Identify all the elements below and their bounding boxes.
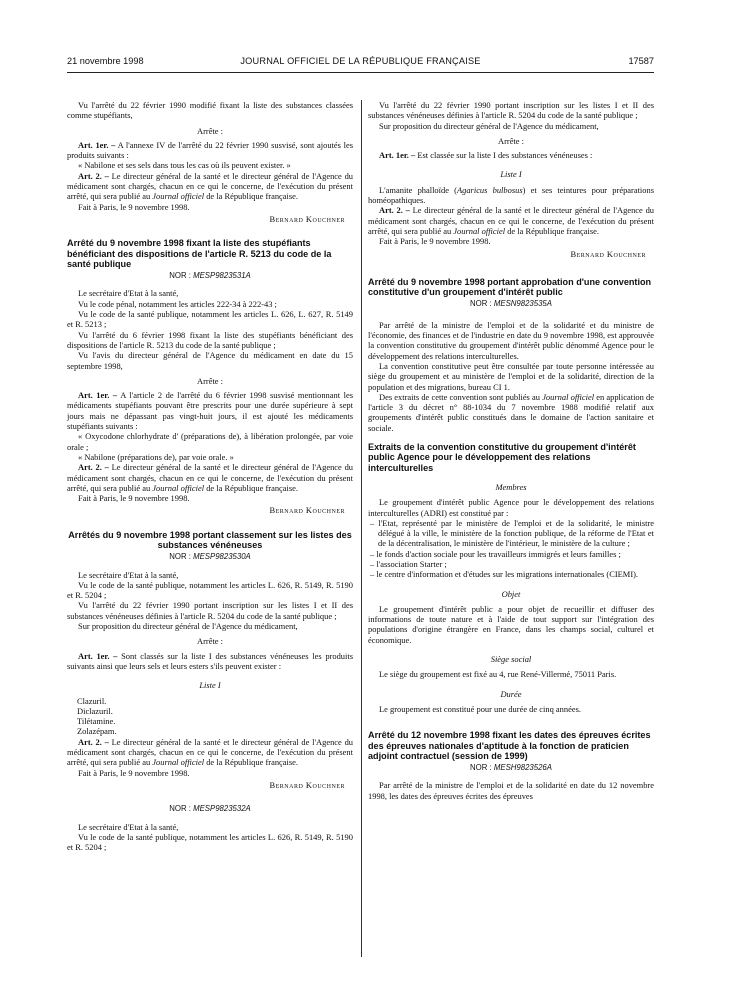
paragraph: Le groupement d'intérêt public Agence pour le développement des relations interculturelles (ADRI) est constitué par : [368,497,654,518]
paragraph: Le groupement est constitué pour une durée de cinq années. [379,703,581,714]
section-title: Arrêté du 9 novembre 1998 portant approbation d'une convention constitutive d'un groupement d'intérêt public [368,276,652,298]
section-title: Extraits de la convention constitutive du groupement d'intérêt public Agence pour le développement des relations interculturelles [368,442,636,473]
paragraph: La convention constitutive peut être consultée par toute personne intéressée au siège du groupement et au ministère de l'emploi et de la solidarité, direction de la population et des migrations, bureau CI 1. [368,360,654,392]
subsection-title: Durée [500,688,522,699]
paragraph: Le groupement d'intérêt public a pour objet de recueillir et diffuser des informations de toute nature et à l'aide de tout support sur l'intégration des populations d'origine étrangère en France, dans les champs social, culturel et économique. [368,603,654,645]
fait-line: Fait à Paris, le 9 novembre 1998. [78,201,190,212]
list-item: – l'association Starter ; [370,558,447,569]
fait-line: Fait à Paris, le 9 novembre 1998. [379,236,491,247]
article-item: « Nabilone (préparations de), par voie orale. » [78,451,234,462]
fait-line: Fait à Paris, le 9 novembre 1998. [78,493,190,504]
paragraph: Vu le code de la santé publique, notamment les articles L. 626, R. 5149, R. 5190 et R. 5204 ; [67,831,353,853]
article-1: Art. 1er. – Sont classés sur la liste I des substances vénéneuses les produits suivants ainsi que leurs sels et leurs esters s'ils peuvent exister : [67,650,353,671]
signature: Bernard Kouchner [269,213,345,224]
paragraph: Vu l'arrêté du 6 février 1998 fixant la liste des stupéfiants bénéficiant des dispositions de l'article R. 5213 du code de la santé publique ; [67,329,353,350]
paragraph: Par arrêté de la ministre de l'emploi et de la solidarité et du ministre de l'économie, des finances et de l'industrie en date du 9 novembre 1998, est approuvée la convention constitutive du groupement d'intérêt public dénommé Agence pour le développement des relations interculturelles. [368,319,654,361]
paragraph: Vu l'arrêté du 22 février 1990 portant inscription sur les listes I et II des substances vénéneuses définies à l'article R. 5204 du code de la santé publique ; [368,100,654,121]
list-item: Zolazépam. [77,726,117,737]
article-2: Art. 2. – Le directeur général de la santé et le directeur général de l'Agence du médicament sont chargés, chacun en ce qui le concerne, de l'exécution du présent arrêté, qui sera publié au Journal officiel de la République française. [67,170,354,202]
paragraph: Le secrétaire d'Etat à la santé, [78,569,179,580]
header-rule [67,72,654,73]
list-item: Diclazuril. [77,705,113,716]
paragraph: Sur proposition du directeur général de l'Agence du médicament, [379,120,599,131]
article-2: Art. 2. – Le directeur général de la santé et le directeur général de l'Agence du médicament sont chargés, chacun en ce qui le concerne, de l'exécution du présent arrêté, qui sera publié au Journal officiel de la République française. [67,462,354,493]
arrete-label: Arrête : [196,375,223,386]
paragraph: Le secrétaire d'Etat à la santé, [78,821,179,832]
right-column [368,100,654,801]
nor-reference: NOR : MESP9823532A [169,804,251,814]
list-title: Liste I [500,169,522,180]
nor-reference: NOR : MESP9823530A [169,552,251,562]
signature: Bernard Kouchner [269,779,345,790]
article-1: Art. 1er. – Est classée sur la liste I des substances vénéneuses : [379,150,593,161]
paragraph: Vu le code pénal, notamment les articles 222-34 à 222-43 ; [78,298,277,309]
article-2: Art. 2. – Le directeur général de la santé et le directeur général de l'Agence du médicament sont chargés, chacun en ce qui le concerne, de l'exécution du présent arrêté, qui sera publié au Journal officiel de la République française. [368,205,655,236]
article-item: « Oxycodone chlorhydrate d' (préparations de), à libération prolongée, par voie orale ; [67,431,353,452]
article-1: Art. 1er. – A l'annexe IV de l'arrêté du 22 février 1990 susvisé, sont ajoutés les produits suivants : [67,139,353,161]
list-item: L'amanite phalloïde (Agaricus bulbosus) et ses teintures pour préparations homéopathiques. [368,184,655,206]
nor-reference: NOR : MESP9823531A [169,271,251,281]
article-item: « Nabilone et ses sels dans tous les cas où ils peuvent exister. » [78,160,291,171]
paragraph: Vu l'arrêté du 22 février 1990 portant inscription sur les listes I et II des substances vénéneuses définies à l'article R. 5204 du code de la santé publique ; [67,600,353,621]
arrete-label: Arrête : [196,636,223,647]
list-item: – le fonds d'action sociale pour les travailleurs immigrés et leurs familles ; [370,548,621,559]
signature: Bernard Kouchner [269,505,345,516]
list-item: Clazuril. [77,695,107,706]
nor-reference: NOR : MESH9823526A [470,763,552,773]
paragraph: Le secrétaire d'Etat à la santé, [78,288,179,299]
paragraph: Des extraits de cette convention sont publiés au Journal officiel en application de l'article 3 du décret n° 88-1034 du 7 novembre 1988 modifié relatif aux groupements d'intérêt public constitués dans le domaine de l'action sanitaire et sociale. [368,391,655,433]
list-item: – l'Etat, représenté par le ministère de l'emploi et de la solidarité, le ministre délégué à la ville, le ministère de la fonction publique, de la réforme de l'Etat et de la décentralisation, le ministère de l'intérieur, le ministère de la culture ; [370,517,654,549]
subsection-title: Membres [495,481,527,492]
column-divider [361,100,362,957]
page-header [67,56,654,72]
nor-reference: NOR : MESN9823535A [470,299,552,309]
arrete-label: Arrête : [196,125,223,136]
paragraph: Vu le code de la santé publique, notamment les articles L. 626, L. 627, R. 5149 et R. 5213 ; [67,309,353,330]
paragraph: Sur proposition du directeur général de l'Agence du médicament, [78,621,298,632]
signature: Bernard Kouchner [570,248,646,259]
paragraph: Vu l'arrêté du 22 février 1990 modifié fixant la liste des substances classées comme stupéfiants, [67,100,353,121]
fait-line: Fait à Paris, le 9 novembre 1998. [78,767,190,778]
header-page-number: 17587 [628,56,654,66]
article-1: Art. 1er. – A l'article 2 de l'arrêté du 6 février 1998 susvisé mentionnant les médicaments stupéfiants pouvant être prescrits pour une durée supérieure à sept jours mais ne dépassant pas vingt-huit jours, il est ajouté les médicaments stupéfiants suivants : [67,390,353,432]
article-2: Art. 2. – Le directeur général de la santé et le directeur général de l'Agence du médicament sont chargés, chacun en ce qui le concerne, de l'exécution du présent arrêté, qui sera publié au Journal officiel de la République française. [67,736,354,768]
section-title: Arrêté du 12 novembre 1998 fixant les dates des épreuves écrites des épreuves nationales d'aptitude à la fonction de praticien adjoint contractuel (session de 1999) [368,730,651,761]
section-title: Arrêtés du 9 novembre 1998 portant classement sur les listes des substances vénéneuses [68,529,352,550]
subsection-title: Siège social [490,654,532,665]
section-title: Arrêté du 9 novembre 1998 fixant la liste des stupéfiants bénéficiant des dispositions de l'article R. 5213 du code de la santé publique [67,238,332,269]
paragraph: Vu le code de la santé publique, notamment les articles L. 626, R. 5149, R. 5190 et R. 5204 ; [67,579,353,601]
list-title: Liste I [199,680,221,691]
subsection-title: Objet [501,588,521,599]
list-item: Tilétamine. [77,716,116,727]
paragraph: Le siège du groupement est fixé au 4, rue René-Villermé, 75011 Paris. [379,669,617,680]
paragraph: Vu l'avis du directeur général de l'Agence du médicament en date du 15 septembre 1998, [67,350,353,371]
header-journal-title: JOURNAL OFFICIEL DE LA RÉPUBLIQUE FRANÇAISE [240,56,481,66]
arrete-label: Arrête : [497,135,524,146]
left-column [67,100,353,852]
paragraph: Par arrêté de la ministre de l'emploi et de la solidarité en date du 12 novembre 1998, les dates des épreuves écrites des épreuves [368,780,654,801]
header-date: 21 novembre 1998 [67,56,144,66]
list-item: – le centre d'information et d'études sur les migrations internationales (CIEMI). [370,569,639,580]
